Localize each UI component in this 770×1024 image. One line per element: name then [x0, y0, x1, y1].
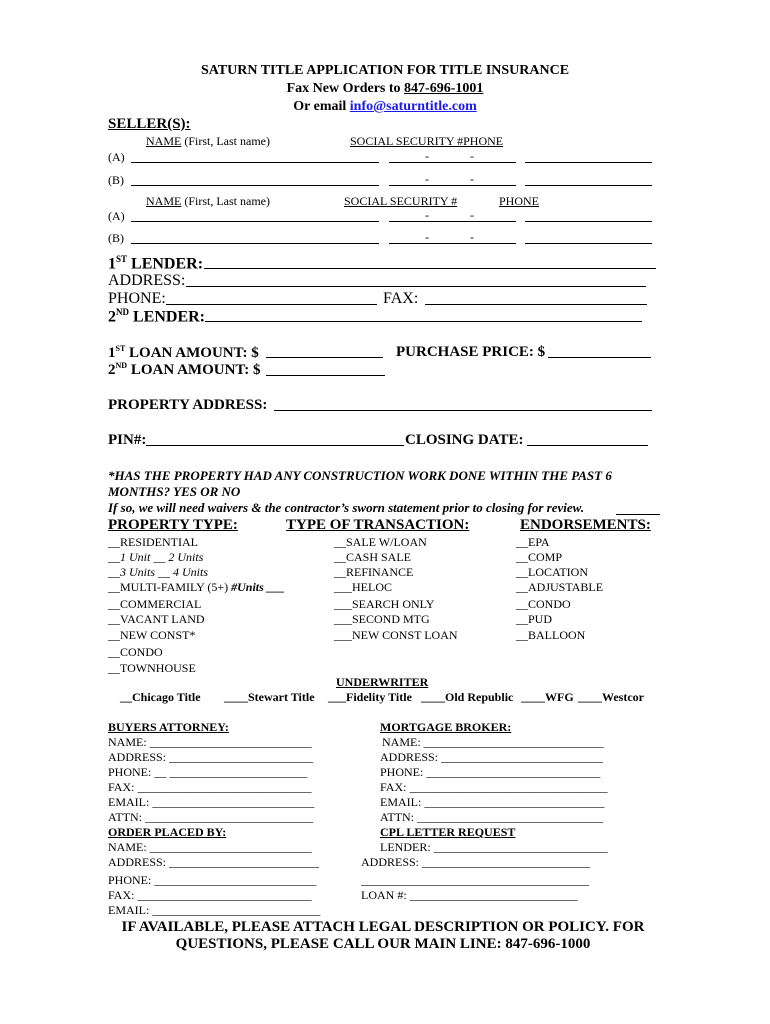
- property-address-field[interactable]: [274, 410, 652, 411]
- cpl-address-line2[interactable]: ______________________________________: [361, 873, 589, 887]
- property-type-multi-family[interactable]: __MULTI-FAMILY (5+) #Units ___: [108, 580, 285, 594]
- form-title: SATURN TITLE APPLICATION FOR TITLE INSURANCE: [200, 63, 570, 78]
- mortgage-broker-fax[interactable]: FAX: _________________________________: [380, 780, 608, 794]
- construction-notice-line3: If so, we will need waivers & the contractor’s sworn statement prior to closing for review.: [108, 500, 585, 515]
- closing-date-label: CLOSING DATE:: [405, 432, 524, 448]
- seller-b-ss-field[interactable]: [389, 185, 516, 186]
- order-placed-by-heading: ORDER PLACED BY:: [108, 825, 227, 839]
- endorsement-location[interactable]: __LOCATION: [516, 565, 588, 579]
- seller-2b-ss-field[interactable]: [389, 243, 516, 244]
- fax-line: [287, 82, 484, 96]
- order-placed-by-address[interactable]: ADDRESS: _________________________: [108, 855, 320, 869]
- fax-number: 847-696-1001: [404, 81, 484, 96]
- purchase-price-field[interactable]: [548, 357, 651, 358]
- second-loan-field[interactable]: [266, 375, 385, 376]
- property-type-1-2-units[interactable]: __1 Unit __ 2 Units: [108, 550, 204, 564]
- property-type-condo[interactable]: __CONDO: [108, 645, 163, 659]
- name-header-2: NAME (First, Last name): [146, 194, 270, 208]
- seller-a-phone-field[interactable]: [525, 162, 652, 163]
- endorsement-adjustable[interactable]: __ADJUSTABLE: [516, 580, 604, 594]
- construction-notice-line1: *HAS THE PROPERTY HAD ANY CONSTRUCTION WORK DONE WITHIN THE PAST 6: [108, 468, 612, 483]
- name-header-1: NAME (First, Last name): [146, 134, 270, 148]
- property-type-heading: PROPERTY TYPE:: [108, 517, 238, 533]
- cpl-loan-number-field[interactable]: LOAN #: ____________________________: [361, 888, 578, 902]
- seller-2b-phone-field[interactable]: [525, 243, 652, 244]
- seller-row-b-label: (B): [108, 173, 124, 187]
- underwriter-wfg[interactable]: ____WFG: [521, 690, 574, 704]
- endorsement-pud[interactable]: __PUD: [516, 612, 553, 626]
- property-type-new-const[interactable]: __NEW CONST*: [108, 628, 196, 642]
- property-address-label: PROPERTY ADDRESS:: [108, 397, 268, 413]
- mortgage-broker-phone[interactable]: PHONE: _____________________________: [380, 765, 601, 779]
- underwriter-old-republic[interactable]: ____Old Republic: [421, 690, 514, 704]
- order-placed-by-name[interactable]: NAME: ___________________________: [108, 840, 312, 854]
- phone-header: PHONE: [499, 194, 540, 208]
- property-type-townhouse[interactable]: __TOWNHOUSE: [108, 661, 196, 675]
- pin-label: PIN#:: [108, 432, 147, 448]
- purchase-price-label: PURCHASE PRICE: $: [396, 344, 546, 360]
- buyers-attorney-heading: BUYERS ATTORNEY:: [108, 720, 229, 734]
- ss-dash: -: [425, 172, 429, 186]
- transaction-heloc[interactable]: ___HELOC: [334, 580, 392, 594]
- buyers-attorney-email[interactable]: EMAIL: ___________________________: [108, 795, 315, 809]
- mortgage-broker-address[interactable]: ADDRESS: ___________________________: [380, 750, 604, 764]
- property-type-commercial[interactable]: __COMMERCIAL: [108, 597, 202, 611]
- order-placed-by-email[interactable]: EMAIL: ____________________________: [108, 903, 321, 917]
- property-type-3-4-units[interactable]: __3 Units __ 4 Units: [108, 565, 209, 579]
- endorsements-heading: ENDORSEMENTS:: [520, 517, 651, 533]
- lender-phone-field[interactable]: [166, 304, 377, 305]
- second-loan-label: 2ND LOAN AMOUNT: $: [108, 361, 261, 378]
- seller-a-ss-field[interactable]: [389, 162, 516, 163]
- lender-address-label: ADDRESS:: [108, 272, 186, 289]
- footer-line2: QUESTIONS, PLEASE CALL OUR MAIN LINE: 847-696-1000: [175, 936, 591, 952]
- lender-phone-label: PHONE:: [108, 290, 166, 307]
- sellers-heading: SELLER(S):: [108, 116, 191, 132]
- first-lender-field[interactable]: [204, 268, 656, 269]
- second-lender-label: 2ND LENDER:: [108, 307, 206, 326]
- closing-date-field[interactable]: [527, 445, 648, 446]
- ss-dash: -: [425, 230, 429, 244]
- transaction-sale-w-loan[interactable]: __SALE W/LOAN: [334, 535, 427, 549]
- ss-dash: -: [425, 149, 429, 163]
- endorsement-condo[interactable]: __CONDO: [516, 597, 571, 611]
- seller-row-a-label: (A): [108, 150, 125, 164]
- ss-dash: -: [470, 230, 474, 244]
- construction-notice-line2: MONTHS? YES OR NO: [108, 484, 241, 499]
- endorsement-comp[interactable]: __COMP: [516, 550, 563, 564]
- underwriter-fidelity-title[interactable]: ___Fidelity Title: [328, 690, 412, 704]
- email-prefix: Or email: [293, 99, 350, 114]
- seller-2a-ss-field[interactable]: [389, 221, 516, 222]
- seller-a-name-field[interactable]: [131, 162, 379, 163]
- email-link[interactable]: info@saturntitle.com: [349, 99, 477, 114]
- underwriter-chicago-title[interactable]: __Chicago Title: [120, 690, 201, 704]
- buyers-attorney-phone[interactable]: PHONE: __ _______________________: [108, 765, 308, 779]
- mortgage-broker-attn[interactable]: ATTN: _______________________________: [380, 810, 603, 824]
- lender-fax-field[interactable]: [425, 304, 647, 305]
- ss-dash: -: [425, 208, 429, 222]
- ss-header: SOCIAL SECURITY #: [344, 194, 458, 208]
- transaction-refinance[interactable]: __REFINANCE: [334, 565, 414, 579]
- seller-2b-name-field[interactable]: [131, 243, 379, 244]
- property-type-vacant-land[interactable]: __VACANT LAND: [108, 612, 205, 626]
- buyers-attorney-fax[interactable]: FAX: _____________________________: [108, 780, 312, 794]
- seller-b-phone-field[interactable]: [525, 185, 652, 186]
- buyers-attorney-attn[interactable]: ATTN: ____________________________: [108, 810, 313, 824]
- property-type-residential[interactable]: __RESIDENTIAL: [108, 535, 198, 549]
- second-lender-field[interactable]: [205, 321, 642, 322]
- cpl-letter-heading: CPL LETTER REQUEST: [380, 825, 516, 839]
- underwriter-heading: UNDERWRITER: [336, 675, 429, 689]
- order-placed-by-phone[interactable]: PHONE: ___________________________: [108, 873, 317, 887]
- cpl-lender-field[interactable]: LENDER: _____________________________: [380, 840, 608, 854]
- mortgage-broker-name[interactable]: NAME: ______________________________: [382, 735, 604, 749]
- first-loan-label: 1ST LOAN AMOUNT: $: [108, 344, 259, 361]
- transaction-second-mtg[interactable]: ___SECOND MTG: [334, 612, 430, 626]
- lender-address-field[interactable]: [186, 286, 646, 287]
- endorsement-epa[interactable]: __EPA: [516, 535, 550, 549]
- transaction-search-only[interactable]: ___SEARCH ONLY: [334, 597, 435, 611]
- fax-prefix: Fax New Orders to: [286, 81, 405, 96]
- seller-row-a-label: (A): [108, 209, 125, 223]
- buyers-attorney-address[interactable]: ADDRESS: ________________________: [108, 750, 314, 764]
- footer-line1: IF AVAILABLE, PLEASE ATTACH LEGAL DESCRIPTION OR POLICY. FOR: [121, 919, 645, 935]
- cpl-address-field[interactable]: ADDRESS: ____________________________: [361, 855, 591, 869]
- buyers-attorney-name[interactable]: NAME: ___________________________: [108, 735, 312, 749]
- order-placed-by-fax[interactable]: FAX: _____________________________: [108, 888, 312, 902]
- notice-rule: [616, 514, 660, 515]
- ss-dash: -: [470, 172, 474, 186]
- transaction-cash-sale[interactable]: __CASH SALE: [334, 550, 412, 564]
- ss-dash: -: [470, 208, 474, 222]
- email-line: [293, 100, 476, 114]
- underwriter-westcor[interactable]: ____Westcor: [578, 690, 644, 704]
- seller-2a-phone-field[interactable]: [525, 221, 652, 222]
- seller-row-b-label: (B): [108, 231, 124, 245]
- transaction-new-const-loan[interactable]: ___NEW CONST LOAN: [334, 628, 458, 642]
- endorsement-balloon[interactable]: __BALLOON: [516, 628, 586, 642]
- ss-phone-header: SOCIAL SECURITY #PHONE: [350, 134, 504, 148]
- seller-2a-name-field[interactable]: [131, 221, 379, 222]
- first-loan-field[interactable]: [266, 357, 383, 358]
- first-lender-label: 1ST LENDER:: [108, 254, 204, 273]
- mortgage-broker-heading: MORTGAGE BROKER:: [380, 720, 512, 734]
- pin-field[interactable]: [146, 445, 404, 446]
- transaction-type-heading: TYPE OF TRANSACTION:: [286, 517, 470, 533]
- underwriter-stewart-title[interactable]: ____Stewart Title: [224, 690, 315, 704]
- seller-b-name-field[interactable]: [131, 185, 379, 186]
- lender-fax-label: FAX:: [383, 290, 419, 307]
- mortgage-broker-email[interactable]: EMAIL: ______________________________: [380, 795, 605, 809]
- ss-dash: -: [470, 149, 474, 163]
